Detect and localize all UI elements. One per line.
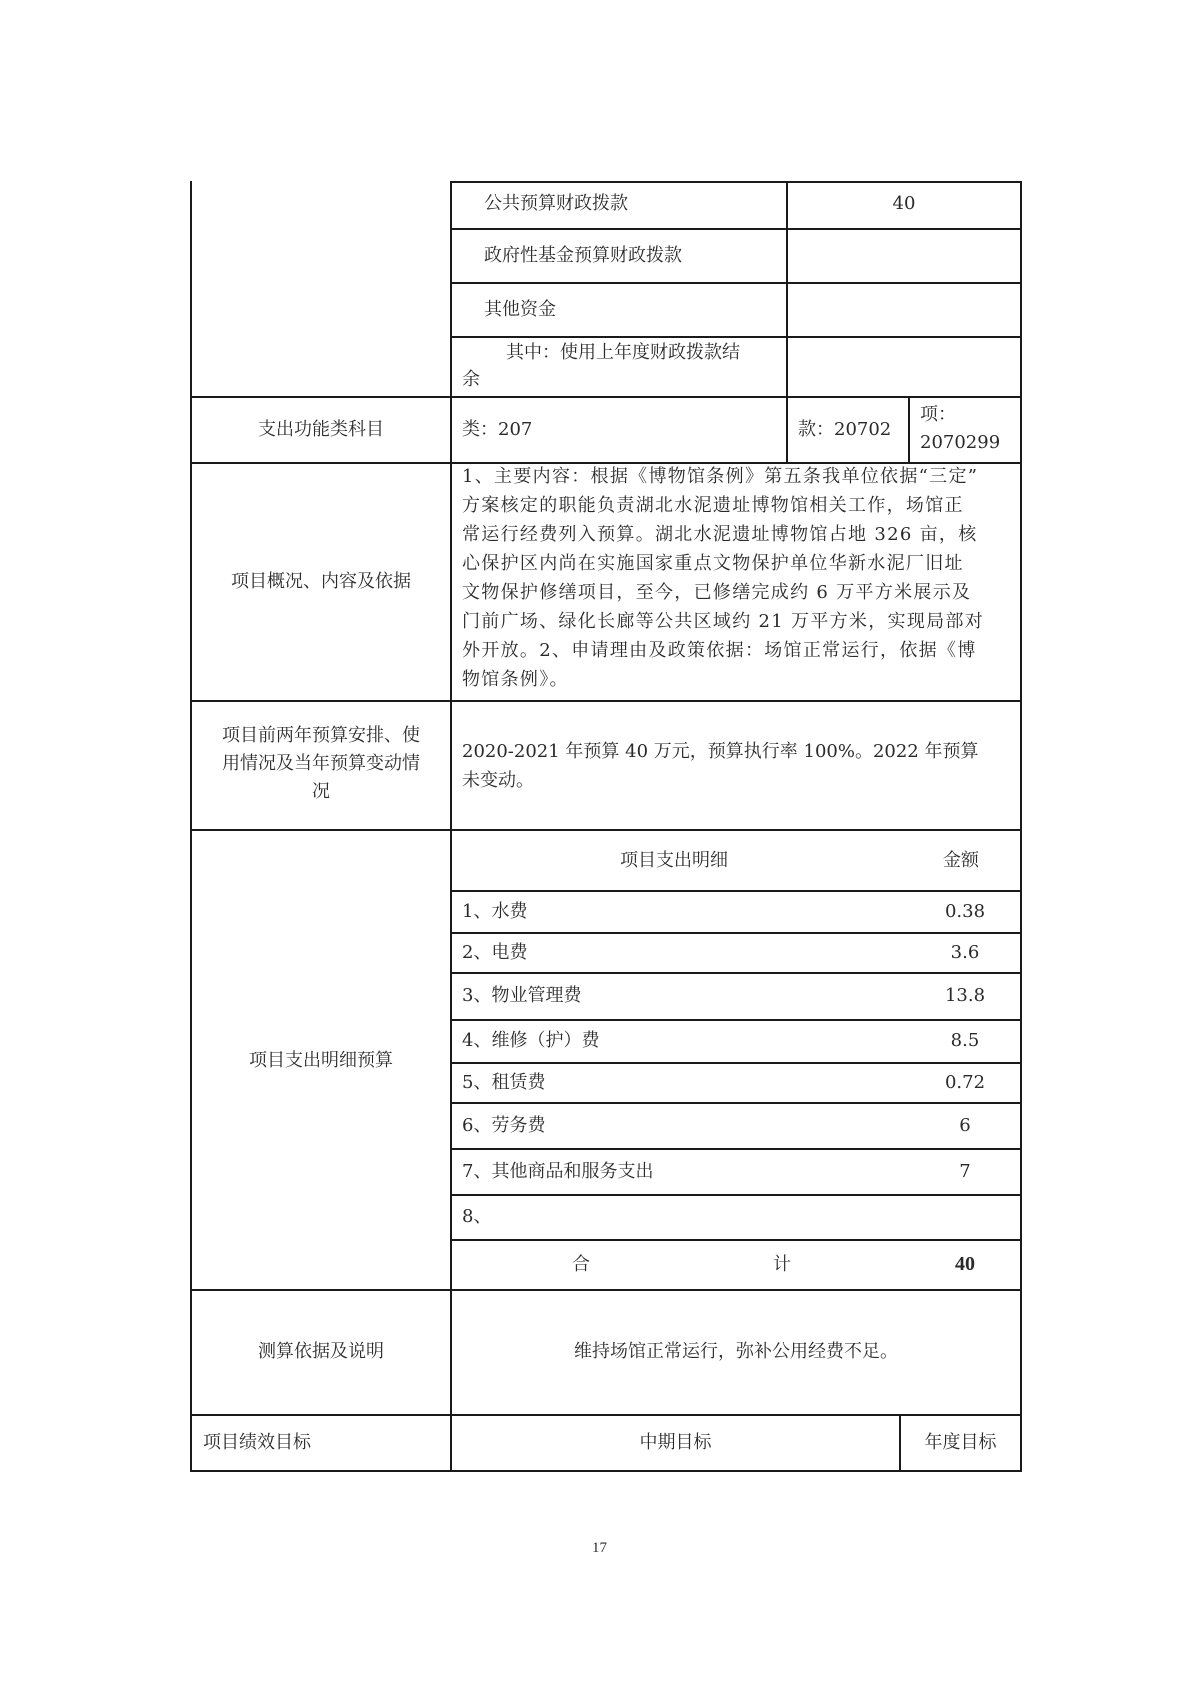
row-line [190,1289,1022,1291]
function-subject-lei: 类：207 [462,419,533,440]
row-line [190,829,1022,831]
function-subject-xiang-code: 2070299 [920,432,1001,453]
prior-budget-label: 用情况及当年预算变动情 [222,753,420,774]
prior-budget-label: 项目前两年预算安排、使 [222,725,420,746]
row-line [190,396,1022,398]
overview-text [462,464,1014,693]
detail-amount: 6 [959,1115,971,1136]
detail-line [450,1062,1022,1064]
performance-label: 项目绩效目标 [203,1432,311,1453]
funding-label: 其他资金 [484,299,556,320]
detail-amount: 0.72 [944,1072,986,1093]
page-number: 17 [592,1540,607,1556]
overview-line: 1、主要内容：根据《博物馆条例》第五条我单位依据“三定” [462,466,979,487]
row-line [190,1414,1022,1416]
detail-item: 8、 [462,1206,492,1227]
detail-line [450,972,1022,974]
detail-amount: 7 [959,1161,971,1182]
row-line [190,1470,1022,1472]
overview-label: 项目概况、内容及依据 [231,571,411,592]
function-subject-label: 支出功能类科目 [258,419,384,440]
total-label: 计 [773,1254,791,1275]
table-border-right [1020,181,1022,1472]
calculation-text: 维持场馆正常运行，弥补公用经费不足。 [574,1341,898,1362]
detail-item: 2、电费 [462,942,528,963]
detail-header-item: 项目支出明细 [620,850,728,871]
detail-amount: 0.38 [944,901,986,922]
performance-annual: 年度目标 [924,1432,997,1453]
total-label: 合 [572,1254,590,1275]
overview-line: 文物保护修缮项目，至今，已修缮完成约 6 万平方米展示及 [462,582,972,603]
detail-item: 7、其他商品和服务支出 [462,1161,654,1182]
overview-line: 外开放。2、申请理由及政策依据：场馆正常运行，依据《博 [462,640,977,661]
detail-line [450,890,1022,892]
detail-line [450,1194,1022,1196]
detail-header-amount: 金额 [943,850,979,871]
row-line [450,228,1022,230]
overview-line: 门前广场、绿化长廊等公共区域约 21 万平方米，实现局部对 [462,611,985,632]
detail-item: 4、维修（护）费 [462,1030,600,1051]
performance-mid-term: 中期目标 [639,1432,712,1453]
overview-line: 常运行经费列入预算。湖北水泥遗址博物馆占地 326 亩，核 [462,524,978,545]
overview-line: 方案核定的职能负责湖北水泥遗址博物馆相关工作，场馆正 [462,495,964,516]
prior-budget-label: 况 [312,781,330,802]
funding-label: 余 [462,369,480,390]
row-line [450,336,1022,338]
detail-line [450,932,1022,934]
calculation-label: 测算依据及说明 [258,1341,384,1362]
detail-line [450,1019,1022,1021]
funding-label: 公共预算财政拨款 [484,193,628,214]
overview-line: 心保护区内尚在实施国家重点文物保护单位华新水泥厂旧址 [462,553,964,574]
function-subject-xiang: 项： [920,404,956,425]
overview-line: 物馆条例》。 [462,669,569,690]
function-subject-kuan: 款：20702 [798,419,892,440]
prior-budget-text: 2020-2021 年预算 40 万元，预算执行率 100%。2022 年预算 [462,741,979,762]
funding-label: 政府性基金预算财政拨款 [484,245,682,266]
prior-budget-text: 未变动。 [462,770,534,791]
column-divider [450,181,452,1472]
funding-value: 40 [892,193,916,214]
kuan-divider [786,396,788,463]
row-line [450,282,1022,284]
detail-item: 3、物业管理费 [462,985,582,1006]
detail-line [450,1148,1022,1150]
total-amount: 40 [955,1253,975,1275]
detail-budget-label: 项目支出明细预算 [249,1050,393,1071]
detail-line [450,1102,1022,1104]
detail-item: 5、租赁费 [462,1072,546,1093]
detail-amount: 13.8 [944,985,986,1006]
detail-item: 6、劳务费 [462,1115,546,1136]
detail-line [450,1239,1022,1241]
table-border-left [190,181,192,1472]
detail-amount: 3.6 [950,942,980,963]
xiang-divider [908,396,910,463]
row-line [190,700,1022,702]
row-line [450,181,1022,183]
detail-amount: 8.5 [950,1030,980,1051]
funding-label: 其中：使用上年度财政拨款结 [506,342,740,363]
detail-item: 1、水费 [462,901,528,922]
